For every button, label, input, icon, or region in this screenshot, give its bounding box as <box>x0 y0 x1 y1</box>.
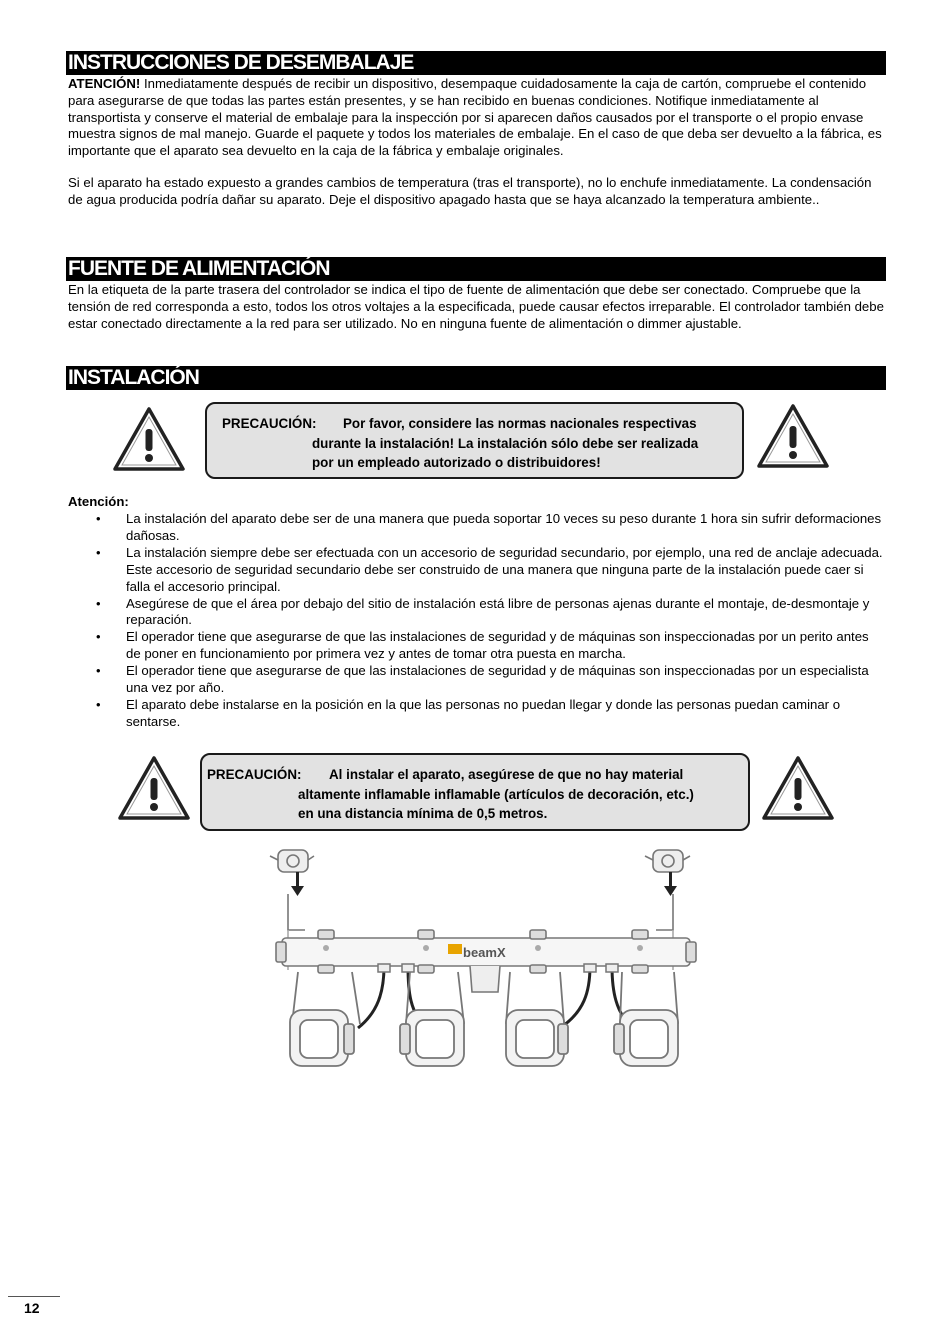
section-header-installation <box>66 366 886 390</box>
caution-label: PRECAUCIÓN: <box>222 416 317 431</box>
caution-box-flammable-material <box>200 753 750 831</box>
page-number: 12 <box>24 1300 40 1316</box>
section-header-unpacking <box>66 51 886 75</box>
section-title: FUENTE DE ALIMENTACIÓN <box>68 257 330 280</box>
caution-line: Al instalar el aparato, asegúrese de que no hay material <box>329 767 684 782</box>
caution-line: altamente inflamable inflamable (artículos de decoración, etc.) <box>298 786 694 802</box>
warning-triangle-icon <box>761 754 835 822</box>
light-head <box>506 972 568 1066</box>
light-head <box>614 972 678 1066</box>
clamp-left <box>270 850 314 872</box>
list-item-text: El operador tiene que asegurarse de que las instalaciones de seguridad y de máquinas son inspeccionadas por un perito antes de poner en funcionamiento por primera vez y antes de tomar otra puesta en marcha. <box>126 629 869 662</box>
list-item-text: Asegúrese de que el área por debajo del sitio de instalación está libre de personas ajenas durante el montaje, de-desmontaje y reparación. <box>126 595 870 628</box>
list-item <box>68 663 886 697</box>
list-item-text: El aparato debe instalarse en la posición en la que las personas no puedan llegar y donde las personas puedan caminar o sentarse. <box>126 696 841 729</box>
list-item-text: La instalación del aparato debe ser de una manera que pueda soportar 10 veces su peso durante 1 hora sin sufrir deformaciones dañosas. <box>126 511 882 543</box>
brand-logo-text: beamX <box>463 945 506 960</box>
list-item-text: La instalación siempre debe ser efectuada con un accesorio de seguridad secundario, por ejemplo, una red de anclaje adecuada. Este accesorio de seguridad secundario debe ser construido de una manera que ninguna parte de la instalación puede caer si falla el accesorio principal. <box>126 544 883 594</box>
bullet-icon: • <box>96 595 101 611</box>
caution-line: Por favor, considere las normas nacionales respectivas <box>343 416 697 431</box>
list-item <box>68 629 886 663</box>
warning-triangle-icon <box>112 405 186 473</box>
list-item <box>68 697 886 731</box>
attention-list <box>68 511 886 731</box>
caution-box-installation-norms <box>205 402 744 479</box>
warning-triangle-icon <box>117 754 191 822</box>
bullet-icon: • <box>96 511 101 526</box>
footer-rule <box>8 1296 60 1297</box>
unpacking-text-1: Inmediatamente después de recibir un dispositivo, desempaque cuidadosamente la caja de cartón, compruebe el contenido para asegurarse de que todas las partes están presentes, y se han recibido en buenas condiciones. Notifique inmediatamente al transportista y conserve el material de embalaje para la inspección por si aparecen daños causados por el transporte o el propio envase muestra signos de mal manejo. Guarde el paquete y todos los materiales de embalaje. En el caso de que deba ser devuelto a la fábrica, es importante que el aparato sea devuelto en la caja de la fábrica y embalaje originales. <box>68 76 882 159</box>
installation-diagram <box>260 842 710 1072</box>
clamp-right <box>645 850 690 872</box>
caution-line: por un empleado autorizado o distribuidores! <box>312 455 601 470</box>
light-head <box>400 972 464 1066</box>
attention-heading: Atención: <box>68 494 129 509</box>
list-item <box>68 596 886 630</box>
caution-line: durante la instalación! La instalación sólo debe ser realizada <box>312 435 699 451</box>
unpacking-paragraph-2: Si el aparato ha estado expuesto a grandes cambios de temperatura (tras el transporte), no lo enchufe inmediatamente. La condensación de agua producida podría dañar su aparato. Deje el dispositivo apagado hasta que se haya alcanzado la temperatura ambiente.. <box>68 175 872 207</box>
section-header-power <box>66 257 886 281</box>
power-paragraph: En la etiqueta de la parte trasera del controlador se indica el tipo de fuente de alimentación que debe ser conectado. Compruebe que la tensión de red corresponda a esto, todos los otros voltajes a la especificada, puede causar efectos irreparable. El controlador también debe estar conectado directamente a la red para ser utilizado. No en ninguna fuente de alimentación o dimmer ajustable. <box>68 282 884 331</box>
bullet-icon: • <box>96 629 101 645</box>
attention-lead: ATENCIÓN! <box>68 76 141 91</box>
list-item <box>68 545 886 596</box>
light-head <box>290 972 360 1066</box>
caution-label: PRECAUCIÓN: <box>207 767 302 782</box>
list-item <box>68 511 886 545</box>
section-title: INSTRUCCIONES DE DESEMBALAJE <box>68 51 414 74</box>
section-title: INSTALACIÓN <box>68 366 199 389</box>
bullet-icon: • <box>96 696 101 712</box>
bullet-icon: • <box>96 663 101 679</box>
warning-triangle-icon <box>756 402 830 470</box>
caution-line: en una distancia mínima de 0,5 metros. <box>298 806 548 821</box>
unpacking-paragraph-1 <box>68 76 886 160</box>
list-item-text: El operador tiene que asegurarse de que las instalaciones de seguridad y de máquinas son inspeccionadas por un especialista una vez por año. <box>126 663 869 696</box>
bullet-icon: • <box>96 544 101 560</box>
